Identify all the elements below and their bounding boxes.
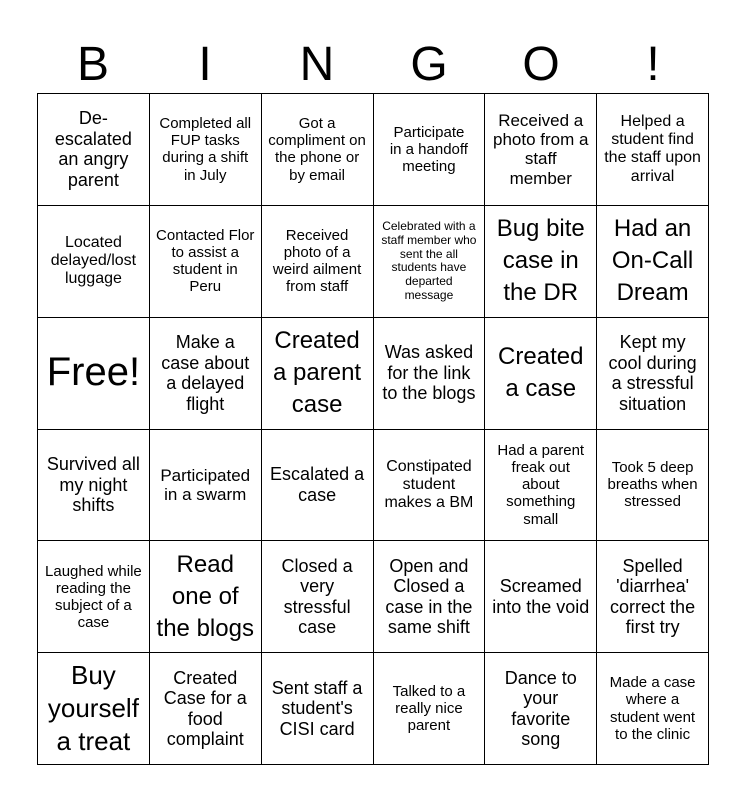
bingo-cell[interactable] [38, 94, 150, 206]
bingo-cell-text: Laughed while reading the subject of a case [45, 562, 142, 631]
bingo-cell-text: Open and Closed a case in the same shift [385, 555, 473, 638]
bingo-cell-text: Spelled 'diarrhea' correct the first try [610, 555, 696, 638]
bingo-cell-text: De-escalated an angry parent [54, 108, 132, 190]
bingo-cell[interactable] [150, 206, 262, 318]
bingo-cell[interactable] [485, 318, 597, 430]
bingo-cell-text: Survived all my night shifts [46, 454, 140, 516]
bingo-cell-text: Closed a very stressful case [281, 555, 353, 638]
bingo-cell[interactable] [150, 541, 262, 653]
bingo-cell-text: Helped a student find the staff upon arrival [604, 112, 701, 185]
bingo-cell-text: Got a compliment on the phone or by email [268, 115, 366, 184]
bingo-cell[interactable] [597, 653, 709, 765]
header-letter-i: I [198, 38, 212, 91]
bingo-cell-text: Read one of the blogs [156, 550, 254, 642]
bingo-cell[interactable] [597, 430, 709, 542]
bingo-cell-text: Talked to a really nice parent [392, 682, 466, 735]
bingo-cell[interactable] [597, 541, 709, 653]
bingo-cell[interactable] [374, 206, 486, 318]
header-letter-o: O [522, 38, 560, 91]
bingo-cell-text: Was asked for the link to the blogs [382, 342, 476, 404]
bingo-cell-text: Escalated a case [270, 464, 365, 505]
bingo-cell[interactable] [374, 541, 486, 653]
bingo-cell[interactable] [374, 653, 486, 765]
bingo-cell-text: Had an On-Call Dream [611, 215, 694, 307]
bingo-cell[interactable] [485, 94, 597, 206]
bingo-cell-text: Had a parent freak out about something small [497, 442, 585, 528]
bingo-cell-text: Screamed into the void [492, 576, 590, 617]
bingo-cell[interactable] [150, 430, 262, 542]
bingo-cell[interactable] [262, 541, 374, 653]
bingo-cell[interactable] [374, 318, 486, 430]
bingo-cell[interactable] [485, 653, 597, 765]
bingo-cell-text: Celebrated with a staff member who sent the all students have departed message [381, 219, 477, 302]
bingo-cell-text: Received photo of a weird ailment from staff [272, 227, 362, 296]
bingo-cell-text: Received a photo from a staff member [493, 110, 589, 188]
bingo-board [37, 93, 709, 765]
free-space-text: Free! [46, 350, 141, 395]
bingo-cell[interactable] [262, 653, 374, 765]
bingo-cell[interactable] [262, 206, 374, 318]
bingo-cell[interactable] [374, 94, 486, 206]
bingo-cell[interactable] [485, 206, 597, 318]
bingo-cell[interactable] [38, 653, 150, 765]
bingo-cell[interactable] [150, 94, 262, 206]
bingo-cell-text: Created a case [498, 343, 584, 403]
bingo-cell[interactable] [38, 430, 150, 542]
bingo-cell-text: Created Case for a food complaint [163, 667, 247, 750]
bingo-cell[interactable] [485, 430, 597, 542]
bingo-cell-text: Took 5 deep breaths when stressed [607, 459, 698, 511]
header-letter-exclamation: ! [646, 38, 660, 91]
header-letter-b: B [76, 38, 109, 91]
bingo-cell[interactable] [485, 541, 597, 653]
bingo-cell-text: Constipated student makes a BM [384, 457, 474, 512]
header-letter-n: N [299, 38, 335, 91]
bingo-cell[interactable] [597, 318, 709, 430]
bingo-cell-text: Make a case about a delayed flight [161, 332, 250, 414]
bingo-cell-text: Located delayed/lost luggage [50, 233, 137, 288]
bingo-cell-text: Bug bite case in the DR [496, 215, 585, 307]
bingo-header [37, 36, 709, 94]
bingo-cell-text: Dance to your favorite song [504, 667, 577, 750]
bingo-cell-text: Sent staff a student's CISI card [271, 677, 363, 739]
bingo-cell[interactable] [150, 653, 262, 765]
bingo-cell-text: Completed all FUP tasks during a shift in July [159, 115, 252, 184]
bingo-cell-text: Participated in a swarm [160, 465, 251, 504]
bingo-cell[interactable] [262, 430, 374, 542]
bingo-cell[interactable] [262, 318, 374, 430]
bingo-cell[interactable] [38, 541, 150, 653]
bingo-cell[interactable] [262, 94, 374, 206]
bingo-cell-text: Buy yourself a treat [47, 660, 139, 757]
bingo-cell[interactable] [150, 318, 262, 430]
bingo-cell-text: Created a parent case [273, 327, 362, 419]
bingo-cell-text: Contacted Flor to assist a student in Peru [156, 227, 255, 296]
bingo-cell[interactable] [38, 206, 150, 318]
bingo-cell[interactable] [597, 206, 709, 318]
bingo-cell-text: Made a case where a student went to the clinic [609, 674, 696, 743]
bingo-cell-text: Participate in a handoff meeting [389, 123, 468, 175]
bingo-cell-free[interactable] [38, 318, 150, 430]
bingo-cell[interactable] [597, 94, 709, 206]
bingo-cell[interactable] [374, 430, 486, 542]
header-letter-g: G [410, 38, 448, 91]
bingo-cell-text: Kept my cool during a stressful situation [608, 332, 697, 414]
